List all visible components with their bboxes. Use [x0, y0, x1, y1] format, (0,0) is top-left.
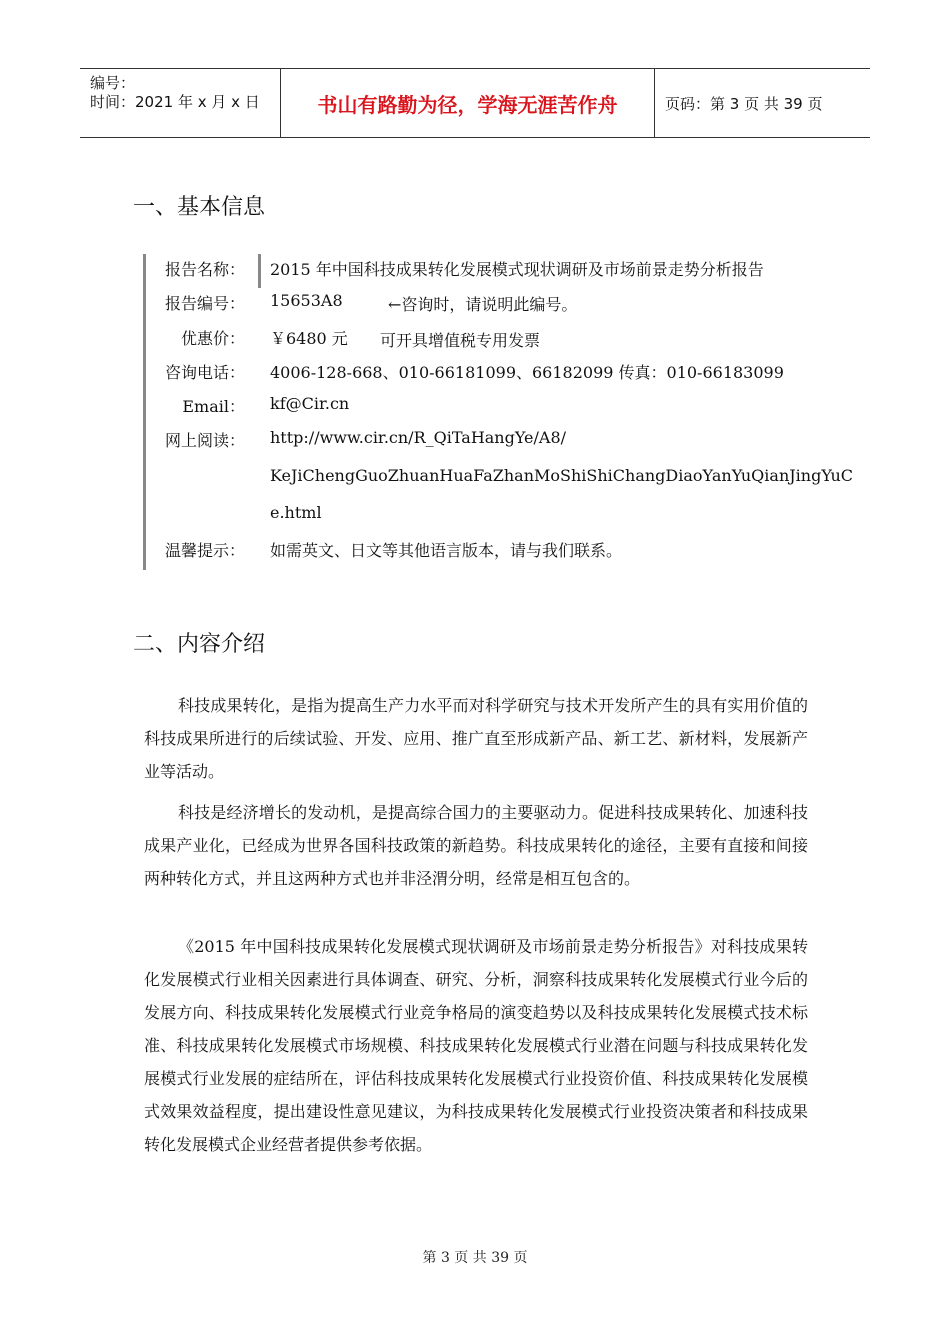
info-row-phone [0, 360, 950, 384]
info-row-code [0, 291, 950, 315]
info-label: 报告名称： [164, 260, 245, 279]
language-tip: 如需英文、日文等其他语言版本，请与我们联系。 [270, 541, 623, 560]
web-url-line[interactable]: e.html [270, 503, 322, 522]
info-row-web-2 [0, 466, 950, 490]
info-label: 咨询电话： [164, 363, 245, 382]
report-price: ￥6480 元 [270, 329, 348, 348]
info-label: 温馨提示： [164, 541, 245, 560]
page-header [80, 68, 870, 138]
report-name: 2015 年中国科技成果转化发展模式现状调研及市场前景走势分析报告 [270, 260, 764, 279]
report-code-note: ←咨询时，请说明此编号。 [388, 295, 578, 314]
info-row-web-3 [0, 503, 950, 527]
contact-email[interactable]: kf@Cir.cn [270, 394, 350, 413]
header-motto: 书山有路勤为径，学海无涯苦作舟 [281, 69, 655, 137]
header-meta-cell [80, 69, 281, 137]
web-url-line[interactable]: KeJiChengGuoZhuanHuaFaZhanMoShiShiChangDiaoYanYuQianJingYuC [270, 466, 854, 485]
section-title-content-intro: 二、内容介绍 [133, 632, 266, 657]
intro-paragraph: 科技是经济增长的发动机，是提高综合国力的主要驱动力。促进科技成果转化、加速科技成果产业化，已经成为世界各国科技政策的新趋势。科技成果转化的途径，主要有直接和间接两种转化方式，并且这两种方式也并非泾渭分明，经常是相互包含的。 [144, 803, 808, 888]
info-row-price [0, 326, 950, 350]
invoice-note: 可开具增值税专用发票 [380, 331, 541, 350]
header-number-label: 编号： [90, 74, 136, 92]
info-row-web [0, 428, 950, 452]
section-title-basic-info: 一、基本信息 [133, 195, 266, 220]
info-row-email [0, 394, 950, 418]
info-label: 报告编号： [164, 294, 245, 313]
info-row-tip [0, 538, 950, 562]
info-label: 网上阅读： [164, 431, 245, 450]
header-time-label: 时间：2021 年 x 月 x 日 [90, 93, 260, 111]
info-row-name [0, 257, 950, 281]
header-page-info: 页码：第 3 页 共 39 页 [665, 94, 823, 113]
report-code: 15653A8 [270, 291, 343, 310]
intro-paragraph: 《2015 年中国科技成果转化发展模式现状调研及市场前景走势分析报告》对科技成果转化发展模式行业相关因素进行具体调查、研究、分析，洞察科技成果转化发展模式行业今后的发展方向、科技成果转化发展模式行业竞争格局的演变趋势以及科技成果转化发展模式技术标准、科技成果转化发展模式市场规模、科技成果转化发展模式行业潜在问题与科技成果转化发展模式行业发展的症结所在，评估科技成果转化发展模式行业投资价值、科技成果转化发展模式效果效益程度，提出建设性意见建议，为科技成果转化发展模式行业投资决策者和科技成果转化发展模式企业经营者提供参考依据。 [144, 937, 808, 1154]
info-label: 优惠价： [180, 329, 245, 348]
contact-phone: 4006-128-668、010-66181099、66182099 传真：010-66183099 [270, 363, 784, 382]
web-url-line[interactable]: http://www.cir.cn/R_QiTaHangYe/A8/ [270, 428, 567, 447]
page-footer: 第 3 页 共 39 页 [422, 1250, 528, 1266]
info-label: Email： [182, 397, 245, 416]
intro-paragraph: 科技成果转化，是指为提高生产力水平而对科学研究与技术开发所产生的具有实用价值的科技成果所进行的后续试验、开发、应用、推广直至形成新产品、新工艺、新材料，发展新产业等活动。 [144, 696, 808, 781]
